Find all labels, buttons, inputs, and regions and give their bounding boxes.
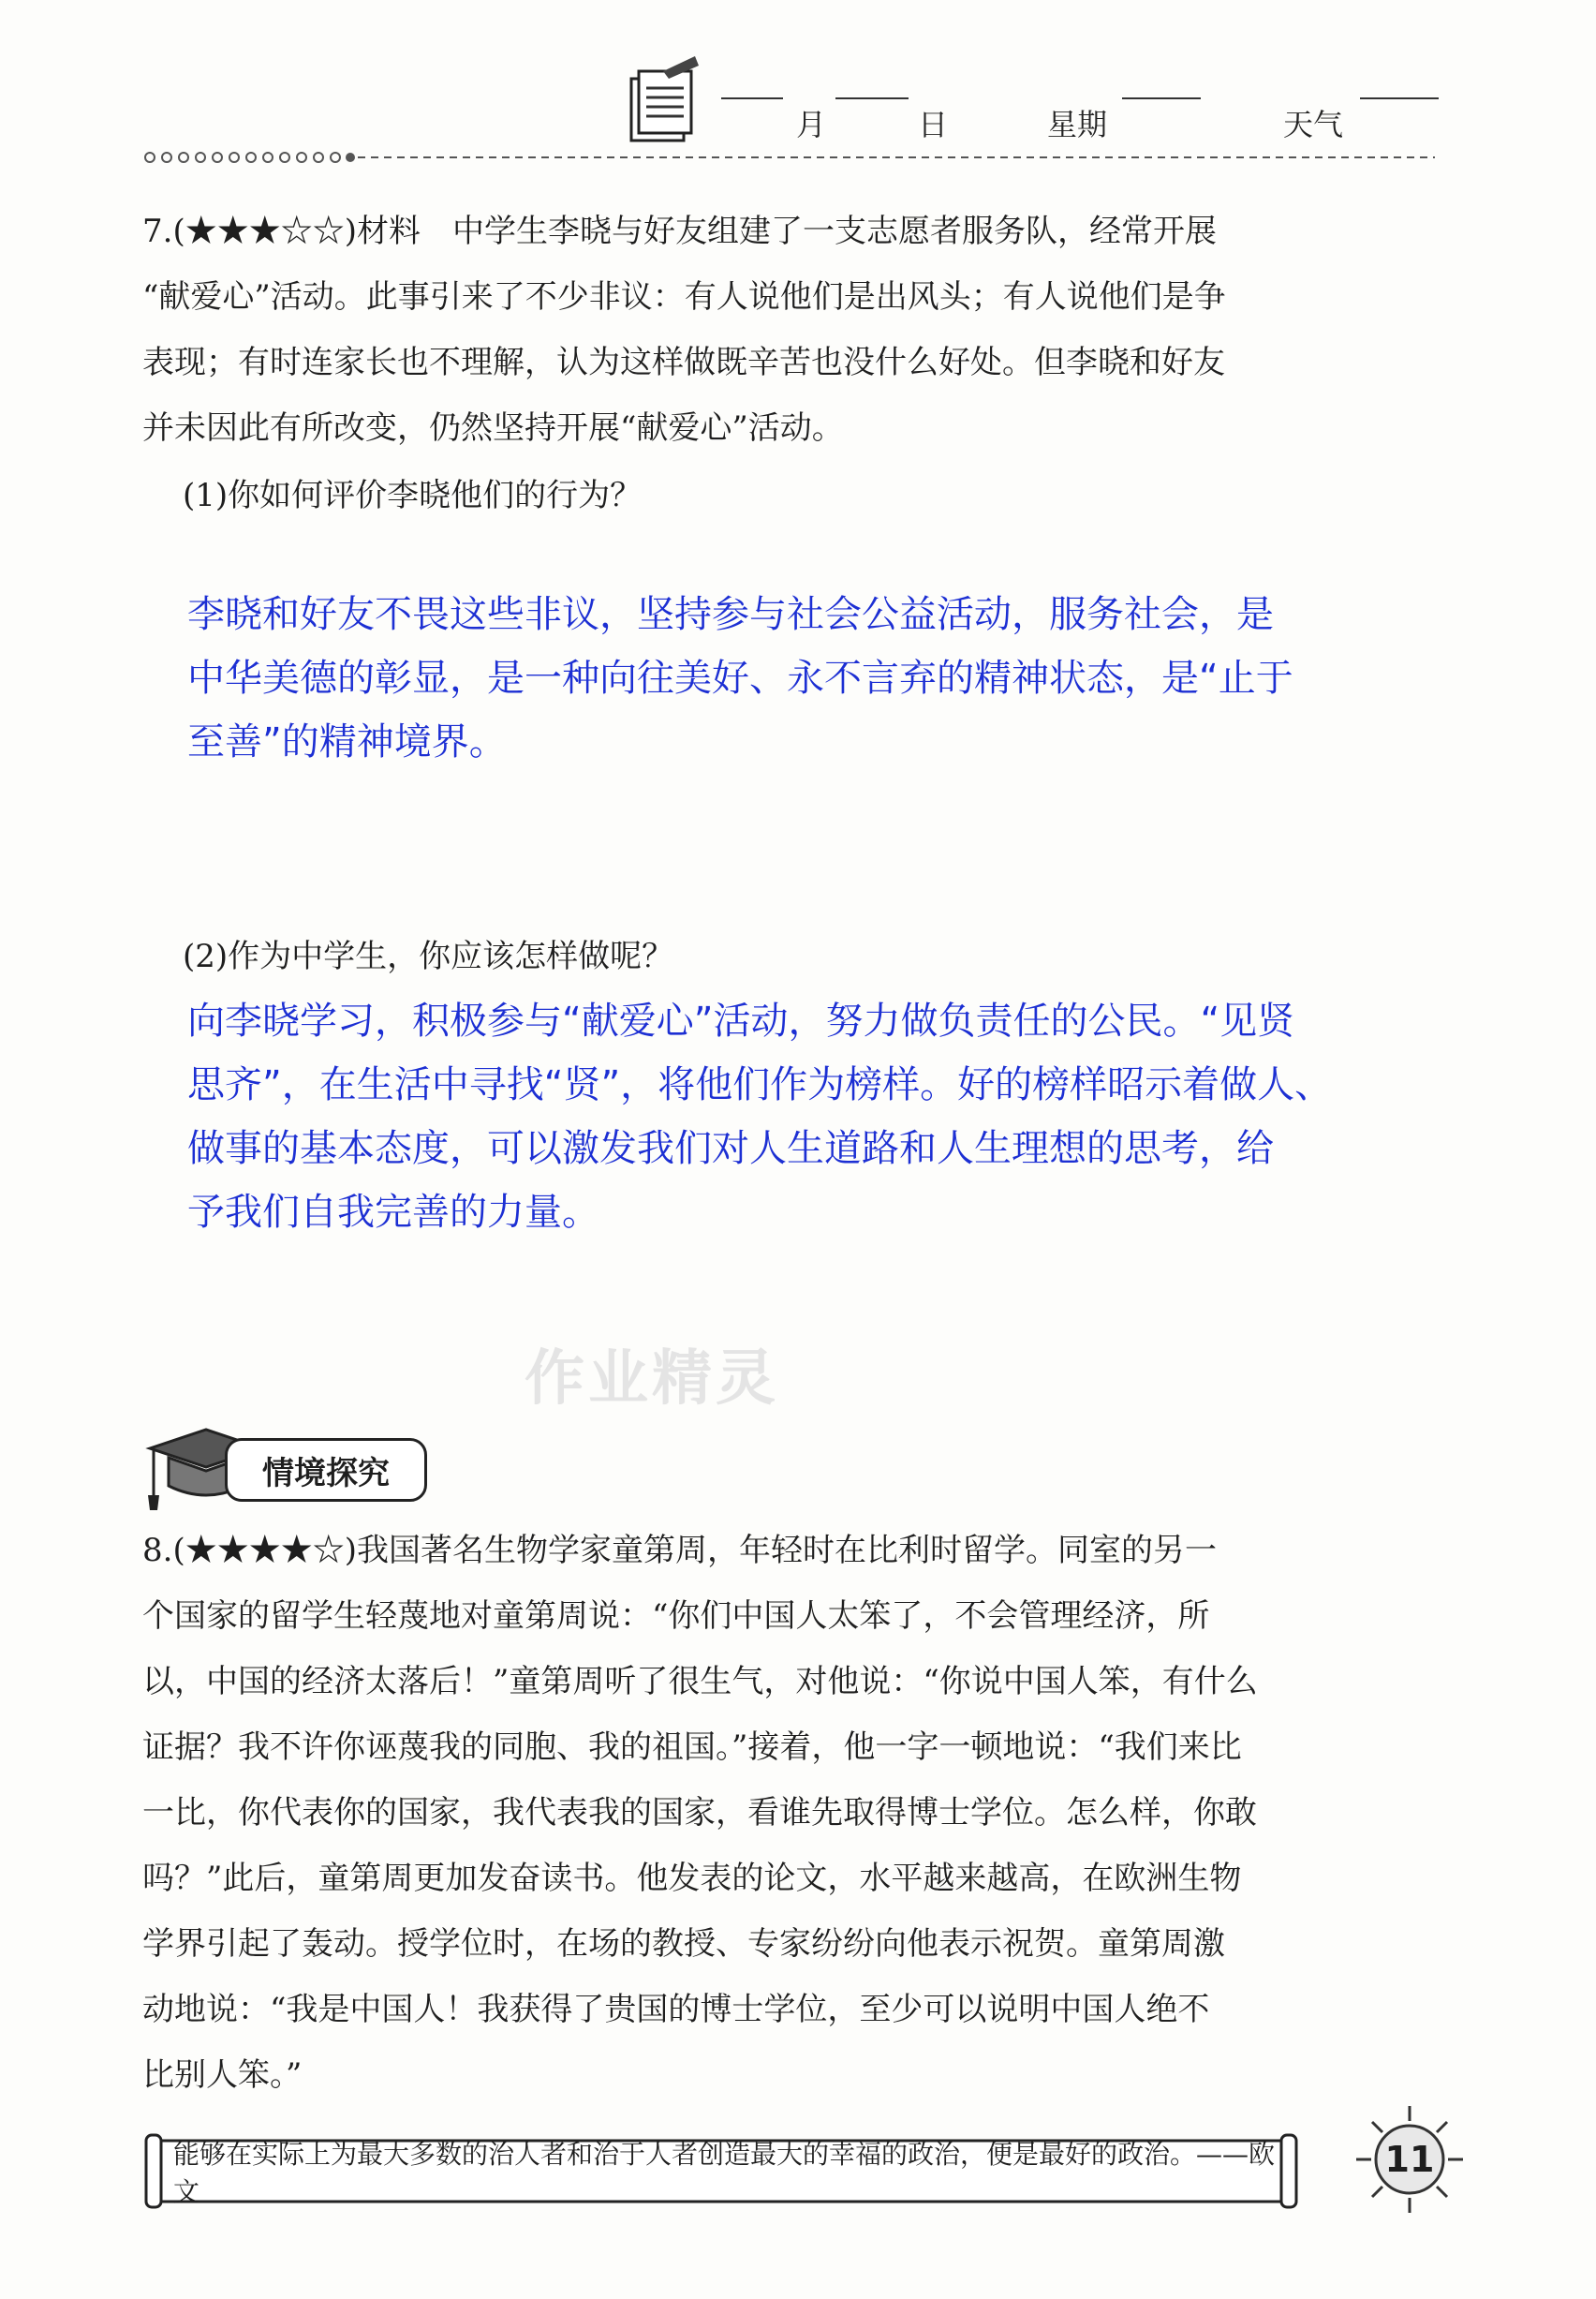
q7-sub2: (2)作为中学生，你应该怎样做呢？ bbox=[183, 938, 674, 975]
weekday-label: 星期 bbox=[1047, 107, 1108, 142]
day-blank bbox=[835, 97, 909, 99]
answer-line: 至善”的精神境界。 bbox=[187, 720, 507, 764]
q8-stem-line: 动地说：“我是中国人！我获得了贵国的博士学位，至少可以说明中国人绝不 bbox=[142, 1991, 1210, 2028]
section-title: 情境探究 bbox=[225, 1438, 427, 1502]
q8-stem-line: 学界引起了轰动。授学位时，在场的教授、专家纷纷向他表示祝贺。童第周激 bbox=[142, 1925, 1225, 1963]
weekday-blank bbox=[1122, 97, 1201, 99]
weather-label: 天气 bbox=[1283, 107, 1344, 142]
answer-line: 予我们自我完善的力量。 bbox=[187, 1191, 599, 1234]
answer-line: 思齐”，在生活中寻找“贤”，将他们作为榜样。好的榜样昭示着做人、 bbox=[187, 1063, 1333, 1106]
watermark: 作业精灵 bbox=[525, 1344, 779, 1414]
month-blank bbox=[721, 97, 783, 99]
q8-stem-line: 一比，你代表你的国家，我代表我的国家，看谁先取得博士学位。怎么样，你敢 bbox=[142, 1794, 1257, 1832]
q8-stem-line: 证据？我不许你诬蔑我的同胞、我的祖国。”接着，他一字一顿地说：“我们来比 bbox=[142, 1728, 1242, 1766]
answer-line: 中华美德的彰显，是一种向往美好、永不言弃的精神状态，是“止于 bbox=[187, 657, 1293, 700]
q7-stem-line: “献爱心”活动。此事引来了不少非议：有人说他们是出风头；有人说他们是争 bbox=[142, 278, 1226, 316]
q8-stem bbox=[142, 1518, 1454, 2108]
q7-stem bbox=[142, 199, 1454, 461]
q7-answer1 bbox=[187, 583, 1480, 774]
q8-stem-line: 比别人笨。” bbox=[142, 2056, 303, 2094]
answer-line: 做事的基本态度，可以激发我们对人生道路和人生理想的思考，给 bbox=[187, 1127, 1274, 1170]
header-divider bbox=[142, 150, 1435, 165]
month-label: 月 bbox=[796, 107, 827, 142]
answer-line: 李晓和好友不畏这些非议，坚持参与社会公益活动，服务社会，是 bbox=[187, 593, 1274, 636]
q7-stem-line: 7.(★★★☆☆)材料 中学生李晓与好友组建了一支志愿者服务队，经常开展 bbox=[142, 213, 1217, 250]
q8-stem-line: 吗？”此后，童第周更加发奋读书。他发表的论文，水平越来越高，在欧洲生物 bbox=[142, 1860, 1242, 1897]
q8-stem-line: 以，中国的经济太落后！”童第周听了很生气，对他说：“你说中国人笨，有什么 bbox=[142, 1663, 1258, 1700]
notebook-icon bbox=[626, 52, 701, 146]
answer-line: 向李晓学习，积极参与“献爱心”活动，努力做负责任的公民。“见贤 bbox=[187, 1000, 1295, 1043]
page-number: 11 bbox=[1384, 2139, 1435, 2180]
q7-stem-line: 表现；有时连家长也不理解，认为这样做既辛苦也没什么好处。但李晓和好友 bbox=[142, 344, 1225, 381]
weather-blank bbox=[1360, 97, 1439, 99]
q8-stem-line: 8.(★★★★☆)我国著名生物学家童第周，年轻时在比利时留学。同室的另一 bbox=[142, 1532, 1217, 1569]
q7-answer2 bbox=[187, 989, 1480, 1244]
q7-stem-line: 并未因此有所改变，仍然坚持开展“献爱心”活动。 bbox=[142, 409, 844, 447]
day-label: 日 bbox=[918, 107, 949, 142]
q7-sub1: (1)你如何评价李晓他们的行为？ bbox=[183, 477, 643, 514]
q8-stem-line: 个国家的留学生轻蔑地对童第周说：“你们中国人太笨了，不会管理经济，所 bbox=[142, 1597, 1210, 1635]
footer-quote: 能够在实际上为最大多数的治人者和治于人者创造最大的幸福的政治，便是最好的政治。——欧文 bbox=[173, 2139, 1276, 2207]
